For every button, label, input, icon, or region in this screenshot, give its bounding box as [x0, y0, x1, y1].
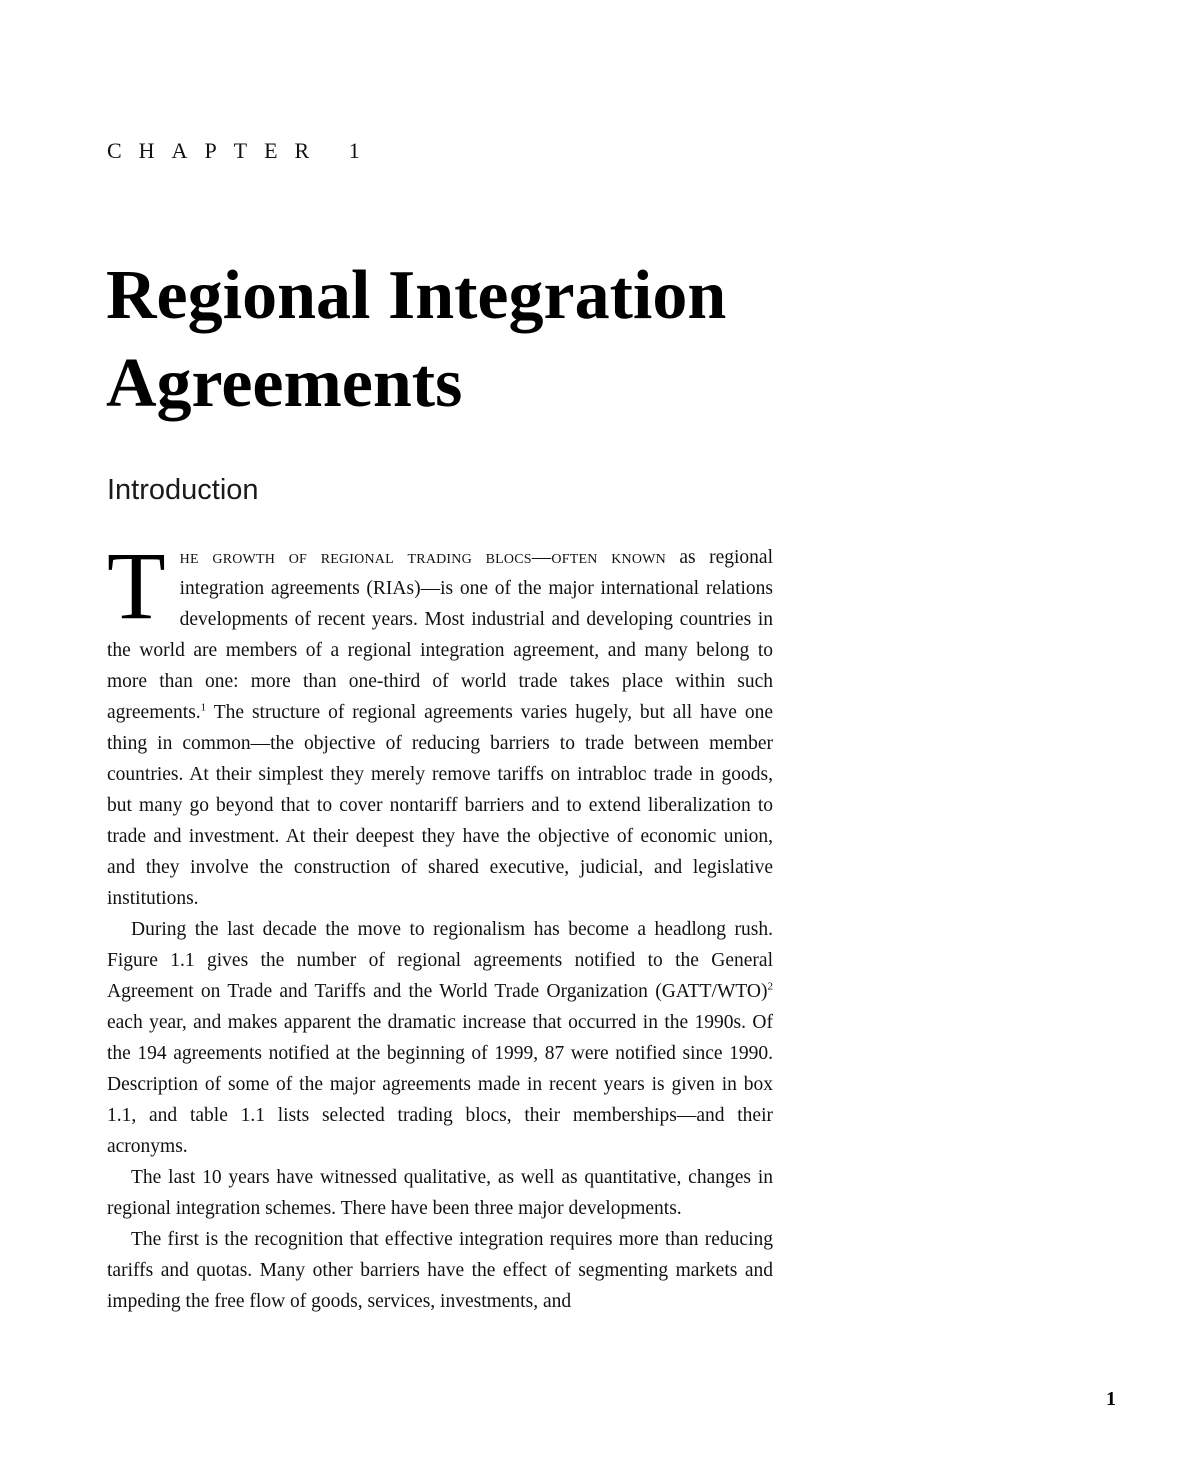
- footnote-marker-1[interactable]: 1: [200, 701, 207, 714]
- paragraph-2-text-b: each year, and makes apparent the dramatic increase that occurred in the 1990s. Of the 194 agreements notified at the beginning of 1999, 87 were notified since 1990. Description of some of the major agreements made in recent years is given in box 1.1, and table 1.1 lists selected trading blocs, their memberships—and their acronyms.: [107, 1012, 773, 1157]
- paragraph-1-text-b: The structure of regional agreements varies hugely, but all have one thing in common—the objective of reducing barriers to trade between member countries. At their simplest they merely remove tariffs on intrabloc trade in goods, but many go beyond that to cover nontariff barriers and to extend liberalization to trade and investment. At their deepest they have the objective of economic union, and they involve the construction of shared executive, judicial, and legislative institutions.: [107, 702, 773, 909]
- body-text: [107, 532, 773, 1317]
- footnote-marker-2[interactable]: 2: [767, 980, 773, 993]
- paragraph-2: [107, 914, 773, 1162]
- paragraph-3: The last 10 years have witnessed qualitative, as well as quantitative, changes in regional integration schemes. There have been three major developments.: [107, 1167, 773, 1219]
- paragraph-1: [107, 532, 773, 914]
- page-number: 1: [1106, 1388, 1116, 1410]
- paragraph-1-text-a: as regional integration agreements (RIAs)—is one of the major international relations developments of recent years. Most industrial and developing countries in the world are members of a regional integration agreement, and many belong to more than one: more than one-third of world trade takes place within such agreements.: [107, 547, 773, 723]
- paragraph-2-text-a: During the last decade the move to regionalism has become a headlong rush. Figure 1.1 gives the number of regional agreements notified to the General Agreement on Trade and Tariffs and the World Trade Organization (GATT/WTO): [107, 919, 773, 1002]
- lead-in-text: he growth of regional trading blocs—often known: [179, 547, 666, 568]
- drop-cap: T: [107, 532, 166, 639]
- page-title: Regional Integration Agreements: [106, 257, 727, 422]
- paragraph-4: The first is the recognition that effective integration requires more than reducing tariffs and quotas. Many other barriers have the effect of segmenting markets and impeding the free flow of goods, services, investments, and: [107, 1229, 773, 1312]
- section-heading: Introduction: [107, 474, 259, 506]
- chapter-label: CHAPTER 1: [107, 138, 377, 163]
